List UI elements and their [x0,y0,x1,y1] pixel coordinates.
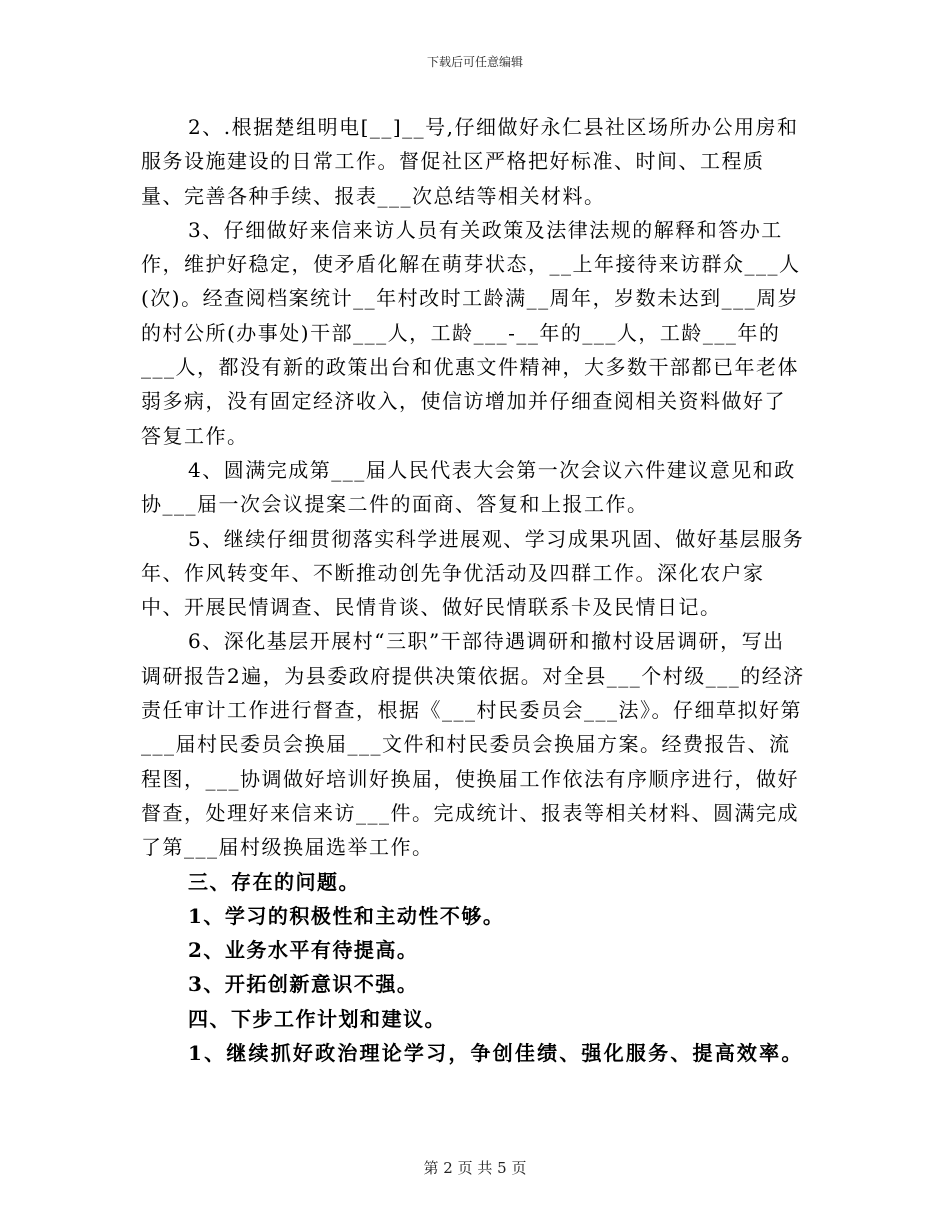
paragraph-item-5: 5、继续仔细贯彻落实科学进展观、学习成果巩固、做好基层服务年、作风转变年、不断推动创先争优活动及四群工作。深化农户家中、开展民情调查、民情肯谈、做好民情联系卡及民情日记。 [141,526,805,620]
document-body [141,110,806,1070]
section-heading-plans: 四、下步工作计划和建议。 [188,1006,446,1031]
paragraph-item-4: 4、圆满完成第___届人民代表大会第一次会议六件建议意见和政协___届一次会议提案二件的面商、答复和上报工作。 [141,457,796,517]
page-header: 下载后可任意编辑 [426,55,523,69]
page-number-footer: 第 2 页 共 5 页 [423,1159,527,1177]
problem-item-2: 2、业务水平有待提高。 [188,938,419,963]
paragraph-item-3: 3、仔细做好来信来访人员有关政策及法律法规的解释和答办工作，维护好稳定，使矛盾化解在萌芽状态，__上年接待来访群众___人(次)。经查阅档案统计__年村改时工龄满__周年，岁数未达到___周岁的村公所(办事处)干部___人，工龄___-__年的___人，工龄___年的___人，都没有新的政策出台和优惠文件精神，大多数干部都已年老体弱多病，没有固定经济收入，使信访增加并仔细查阅相关资料做好了答复工作。 [141,217,801,448]
problem-item-3: 3、开拓创新意识不强。 [188,972,419,997]
paragraph-item-6: 6、深化基层开展村“三职”干部待遇调研和撤村设居调研，写出调研报告2遍，为县委政府提供决策依据。对全县___个村级___的经济责任审计工作进行督查，根据《___村民委员会___法》。仔细草拟好第___届村民委员会换届___文件和村民委员会换届方案。经费报告、流程图，___协调做好培训好换届，使换届工作依法有序顺序进行，做好督查，处理好来信来访___件。完成统计、报表等相关材料、圆满完成了第___届村级换届选举工作。 [141,629,805,860]
section-heading-problems: 三、存在的问题。 [188,869,360,894]
problem-item-1: 1、学习的积极性和主动性不够。 [188,903,505,928]
plan-item-1: 1、继续抓好政治理论学习，争创佳绩、强化服务、提高效率。 [188,1041,804,1066]
paragraph-item-2: 2、.根据楚组明电[__]__号,仔细做好永仁县社区场所办公用房和服务设施建设的日常工作。督促社区严格把好标准、时间、工程质量、完善各种手续、报表___次总结等相关材料。 [141,115,799,208]
